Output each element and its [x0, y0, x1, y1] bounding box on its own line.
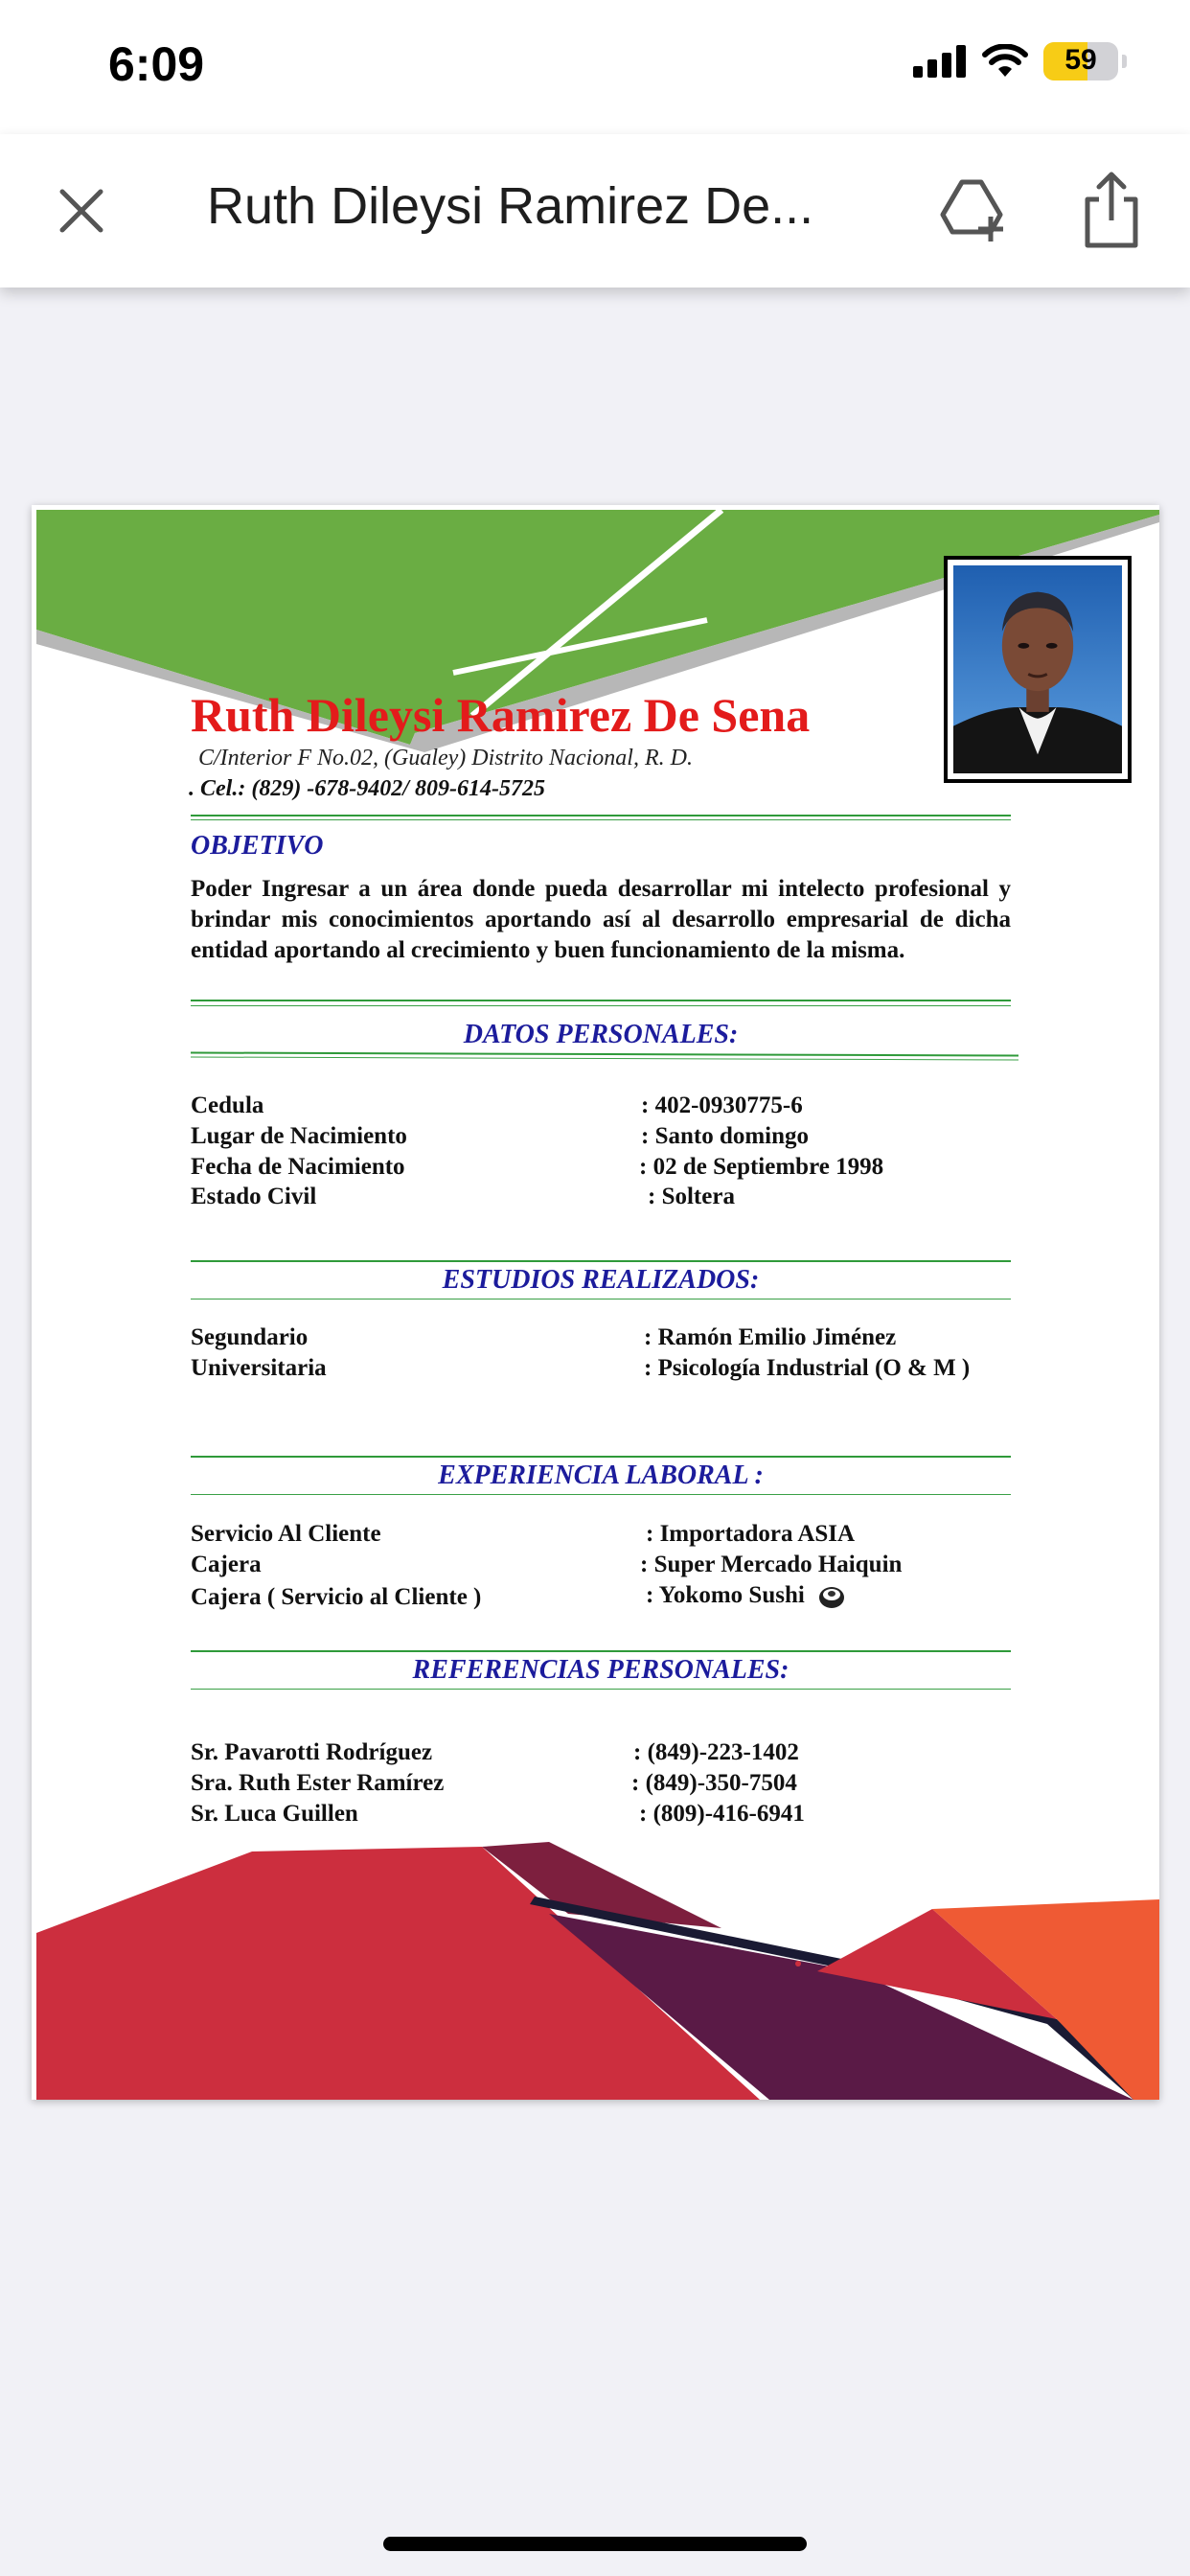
experience-value: : Importadora ASIA	[646, 1521, 856, 1547]
references-heading: REFERENCIAS PERSONALES:	[412, 1655, 790, 1685]
share-icon[interactable]	[1080, 171, 1143, 249]
personal-label: Estado Civil	[191, 1184, 317, 1209]
personal-value: : 02 de Septiembre 1998	[639, 1154, 884, 1180]
close-icon[interactable]	[53, 182, 110, 240]
objective-heading: OBJETIVO	[191, 831, 324, 861]
experience-value: : Super Mercado Haiquin	[640, 1552, 903, 1577]
studies-heading: ESTUDIOS REALIZADOS:	[442, 1265, 760, 1295]
personal-value: : Santo domingo	[641, 1123, 810, 1149]
reference-name: Sr. Pavarotti Rodríguez	[191, 1739, 433, 1765]
experience-item	[646, 1582, 847, 1611]
resume-phone: . Cel.: (829) -678-9402/ 809-614-5725	[189, 776, 545, 801]
personal-label: Cedula	[191, 1092, 264, 1118]
studies-label: Universitaria	[191, 1355, 327, 1381]
resume-address: C/Interior F No.02, (Gualey) Distrito Nacional, R. D.	[198, 746, 693, 770]
status-bar	[0, 0, 1190, 134]
personal-data-heading: DATOS PERSONALES:	[463, 1020, 739, 1049]
wifi-icon	[982, 44, 1028, 79]
divider	[191, 1000, 1011, 1001]
resume-name: Ruth Dileysi Ramirez De Sena	[191, 688, 811, 742]
studies-label: Segundario	[191, 1324, 309, 1350]
divider	[191, 1494, 1011, 1495]
divider	[191, 1260, 1011, 1262]
add-to-drive-icon[interactable]	[937, 172, 1010, 245]
objective-text: Poder Ingresar a un área donde pueda desarrollar mi intelecto profesional y brindar mis conocimientos aportando así al desarrollo empresarial de dicha entidad aportando al crecimiento y buen funcionamiento de la misma.	[191, 876, 1011, 963]
profile-photo	[944, 556, 1132, 783]
reference-name: Sra. Ruth Ester Ramírez	[191, 1770, 445, 1796]
sushi-sticker-icon	[816, 1582, 847, 1611]
battery-level: 59	[1064, 44, 1097, 76]
divider	[191, 1689, 1011, 1690]
resume-page	[32, 505, 1159, 2100]
personal-label: Lugar de Nacimiento	[191, 1123, 407, 1149]
divider	[191, 819, 1011, 820]
reference-phone: : (849)-350-7504	[631, 1770, 797, 1796]
signal-icon	[913, 45, 967, 78]
status-icons	[913, 42, 1127, 80]
experience-label: Servicio Al Cliente	[191, 1521, 381, 1547]
personal-value: : 402-0930775-6	[641, 1092, 803, 1118]
status-time: 6:09	[108, 37, 205, 91]
experience-label: Cajera ( Servicio al Cliente )	[191, 1584, 482, 1610]
experience-heading: EXPERIENCIA LABORAL :	[438, 1460, 764, 1490]
divider	[191, 1650, 1011, 1652]
home-indicator[interactable]	[383, 2537, 807, 2551]
battery-icon	[1043, 42, 1118, 80]
divider	[191, 815, 1011, 816]
experience-label: Cajera	[191, 1552, 262, 1577]
divider	[191, 1005, 1011, 1006]
document-title: Ruth Dileysi Ramirez De...	[207, 177, 814, 235]
reference-name: Sr. Luca Guillen	[191, 1801, 358, 1827]
document-toolbar	[0, 134, 1190, 288]
experience-value: : Yokomo Sushi	[646, 1582, 805, 1608]
personal-label: Fecha de Nacimiento	[191, 1154, 405, 1180]
studies-value: : Ramón Emilio Jiménez	[644, 1324, 897, 1350]
reference-phone: : (849)-223-1402	[633, 1739, 799, 1765]
battery-cap	[1122, 55, 1127, 68]
divider	[191, 1456, 1011, 1458]
divider	[191, 1299, 1011, 1300]
personal-value: : Soltera	[648, 1184, 735, 1209]
studies-value: : Psicología Industrial (O & M )	[644, 1355, 971, 1381]
reference-phone: : (809)-416-6941	[639, 1801, 805, 1827]
